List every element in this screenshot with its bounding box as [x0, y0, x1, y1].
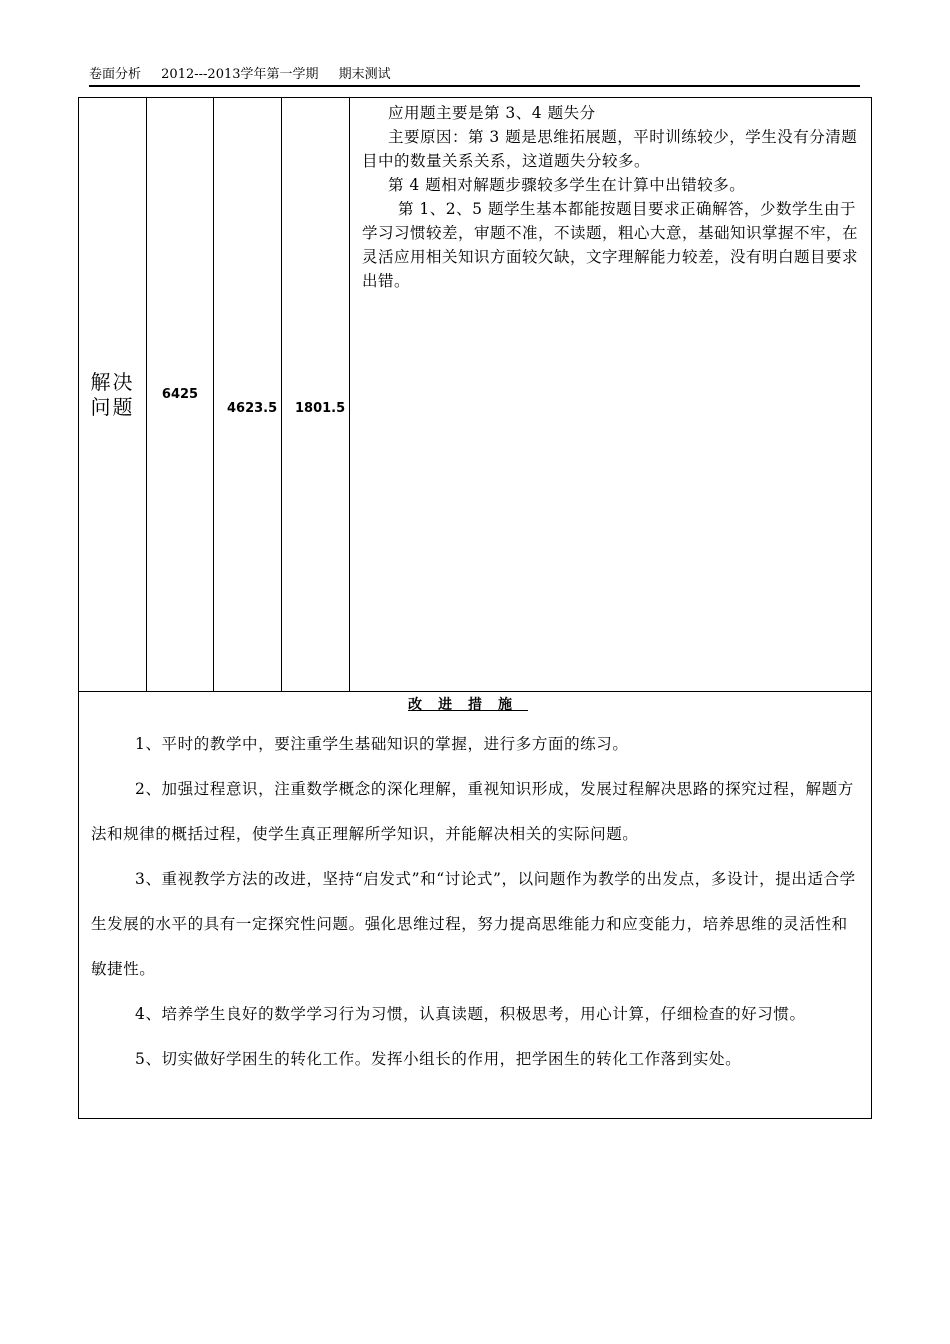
measure-item: 2、加强过程意识，注重数学概念的深化理解，重视知识形成，发展过程解决思路的探究过程，解题方法和规律的概括过程，使学生真正理解所学知识，并能解决相关的实际问题。: [91, 780, 854, 843]
score-lost-cell: [282, 98, 350, 692]
table-row-measures: [79, 692, 872, 1119]
score-total: 6425: [161, 386, 199, 402]
measure-item: 3、重视教学方法的改进，坚持“启发式”和“讨论式”，以问题作为教学的出发点，多设计，提出适合学生发展的水平的具有一定探究性问题。强化思维过程，努力提高思维能力和应变能力，培养思维的灵活性和敏捷性。: [91, 870, 856, 978]
measures-body: [79, 716, 871, 1082]
score-got-cell: [214, 98, 282, 692]
score-lost: 1801.5: [295, 400, 346, 416]
analysis-line: 主要原因：第 3 题是思维拓展题，平时训练较少，学生没有分清题目中的数量关系关系，这道题失分较多。: [362, 128, 858, 170]
analysis-cell: [350, 98, 872, 692]
analysis-line: 应用题主要是第 3、4 题失分: [388, 104, 596, 122]
header-rule: [89, 85, 860, 87]
measures-cell: [79, 692, 872, 1119]
table-row-problem-solving: [79, 98, 872, 692]
category-label: 解决问题: [90, 369, 135, 419]
analysis-line: 第 4 题相对解题步骤较多学生在计算中出错较多。: [388, 176, 746, 194]
analysis-line: 第 1、2、5 题学生基本都能按题目要求正确解答，少数学生由于学习习惯较差，审题不准，不读题，粗心大意，基础知识掌握不牢，在灵活应用相关知识方面较欠缺，文字理解能力较差，没有明白题目要求出错。: [362, 200, 859, 290]
header-doc-type: 卷面分析: [89, 67, 142, 82]
measure-item: 4、培养学生良好的数学学习行为习惯，认真读题，积极思考，用心计算，仔细检查的好习惯。: [135, 1005, 806, 1023]
header-term: 2012---2013学年第一学期: [161, 67, 319, 82]
score-total-cell: [147, 98, 214, 692]
category-cell: [79, 98, 147, 692]
measures-title: 改进措施: [408, 697, 528, 713]
measure-item: 1、平时的教学中，要注重学生基础知识的掌握，进行多方面的练习。: [135, 735, 629, 753]
analysis-table: [78, 97, 872, 1119]
page-header: [89, 64, 859, 86]
measure-item: 5、切实做好学困生的转化工作。发挥小组长的作用，把学困生的转化工作落到实处。: [135, 1050, 742, 1068]
score-got: 4623.5: [227, 400, 278, 416]
header-exam: 期末测试: [338, 67, 391, 82]
